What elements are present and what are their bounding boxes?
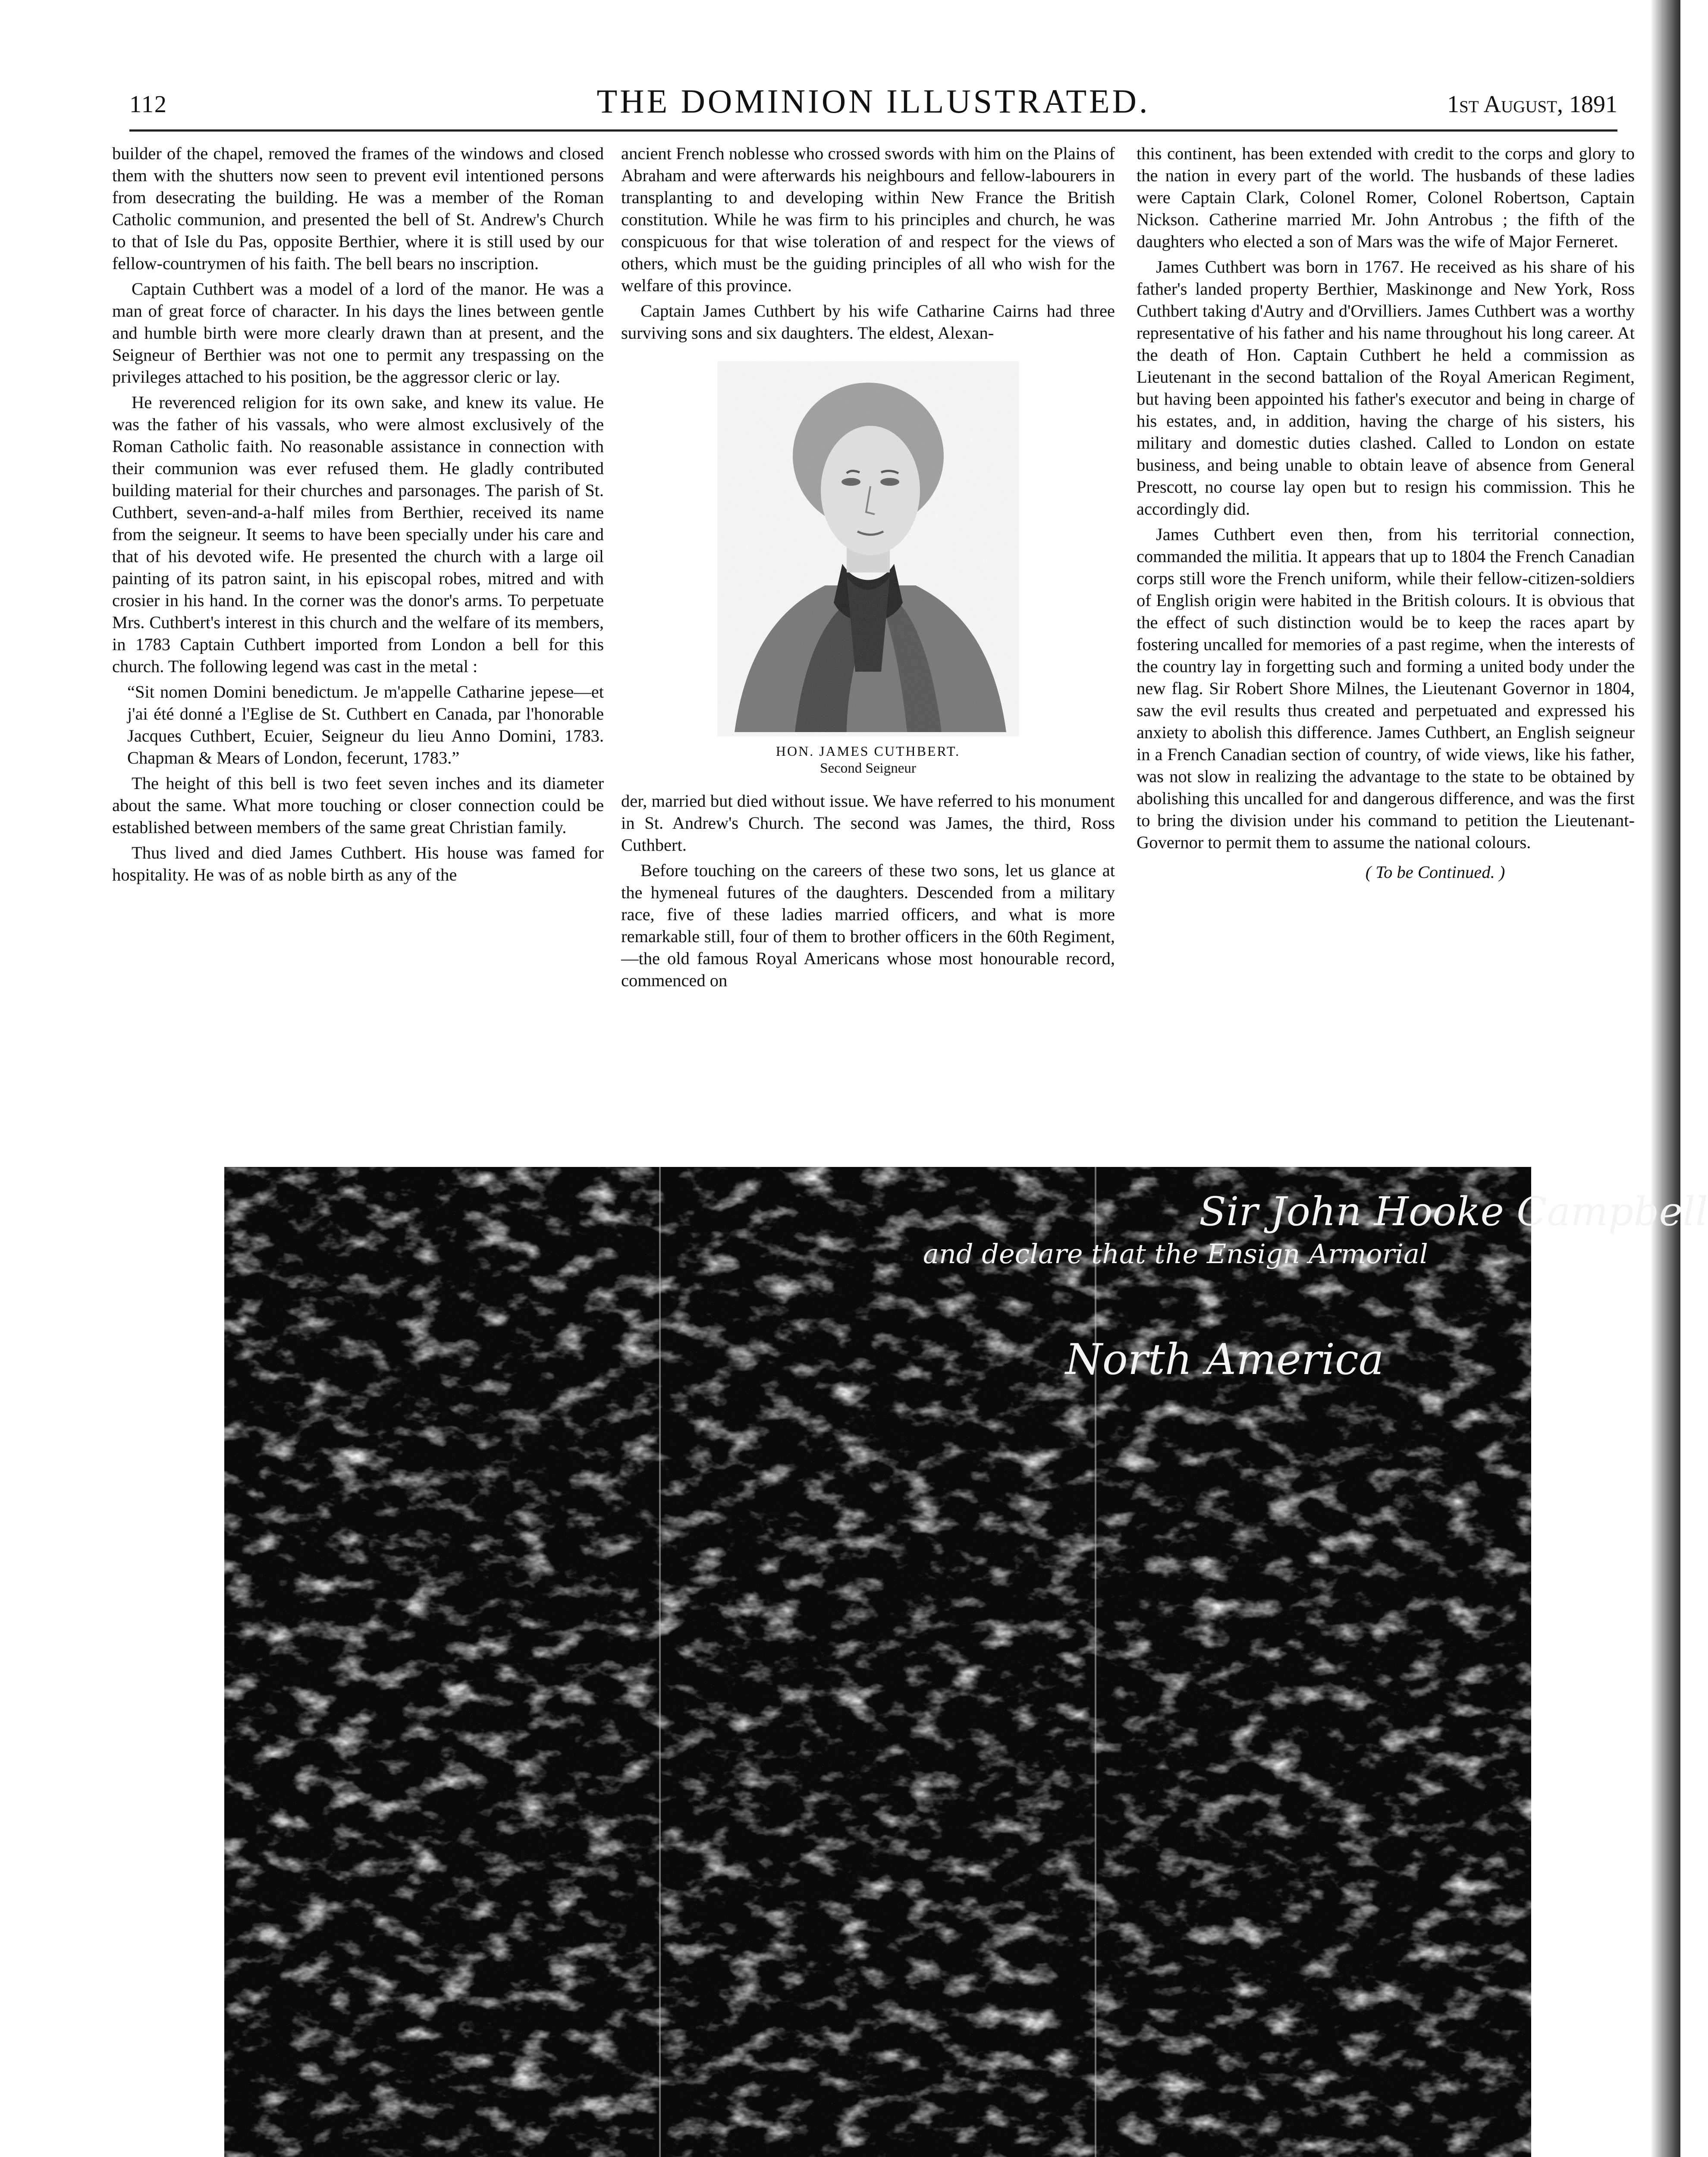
page-number: 112	[129, 91, 167, 118]
issue-date: 1st August, 1891	[1447, 91, 1617, 118]
paragraph: He reverenced religion for its own sake, and knew its value. He was the father of his vassals, who were almost exclusively of the Roman Catholic faith. No reasonable assistance in connection with their communion was ever refused them. He gladly contributed building material for their churches and parsonages. The parish of St. Cuthbert, seven-and-a-half miles from Berthier, received its name from the seigneur. It seems to have been specially under his care and that of his devoted wife. He presented the church with a large oil painting of its patron saint, in his episcopal robes, mitred and with crosier in his hand. In the corner was the donor's arms. To perpetuate Mrs. Cuthbert's interest in this church and the welfare of its members, in 1783 Captain Cuthbert imported from London a bell for this church. The following legend was cast in the metal :	[112, 393, 604, 676]
paragraph: builder of the chapel, removed the frames of the windows and closed them with the shutters now seen to prevent evil intentioned persons from desecrating the building. He was a member of the Roman Catholic communion, and presented the bell of St. Andrew's Church to that of Isle du Pas, opposite Berthier, where it is still used by our fellow-countrymen of his faith. The bell bears no inscription.	[112, 144, 604, 273]
portrait-caption: HON. JAMES CUTHBERT.	[776, 743, 961, 759]
paragraph: Captain James Cuthbert by his wife Catharine Cairns had three surviving sons and six daughters. The eldest, Alexan-	[621, 301, 1115, 343]
paragraph: der, married but died without issue. We have referred to his monument in St. Andrew's Church. The second was James, the third, Ross Cuthbert.	[621, 791, 1115, 855]
certificate-texture	[224, 1167, 1531, 2157]
page-header	[129, 73, 1617, 132]
paragraph: James Cuthbert even then, from his territorial connection, commanded the militia. It appears that up to 1804 the French Canadian corps still wore the French uniform, while their fellow-citizen-soldiers of English origin were habited in the British colours. It is obvious that the effect of such distinction would be to keep the races apart by fostering uncalled for memories of a past regime, when the interests of the country lay in forgetting such and forming a united body under the new flag. Sir Robert Shore Milnes, the Lieutenant Governor in 1804, saw the evil results thus created and perpetuated and expressed his anxiety to abolish this difference. James Cuthbert, an English seigneur in a French Canadian section of country, of wide views, like his father, was not slow in realizing the advantage to the state to be obtained by abolishing this uncalled for and dangerous difference, and was the first to bring the division under his command to petition the Lieutenant-Governor to permit them to assume the national colours.	[1137, 525, 1635, 852]
paragraph: The height of this bell is two feet seven inches and its diameter about the same. What more touching or closer connection could be established between members of the same great Christian family.	[112, 774, 604, 837]
certificate-script-name: Sir John Hooke Campbell	[1199, 1189, 1708, 1235]
paragraph: this continent, has been extended with credit to the corps and glory to the nation in every part of the world. The husbands of these ladies were Captain Clark, Colonel Romer, Colonel Robertson, Captain Nickson. Catherine married Mr. John Antrobus ; the fifth of the daughters who elected a son of Mars was the wife of Major Ferneret.	[1137, 144, 1635, 251]
heraldic-certificate-image	[224, 1167, 1708, 2157]
portrait-engraving	[717, 361, 1019, 736]
certificate-script-america: North America	[1065, 1335, 1384, 1384]
portrait-figure	[621, 361, 1115, 777]
masthead-title: THE DOMINION ILLUSTRATED.	[597, 82, 1150, 120]
continued-note: ( To be Continued. )	[1365, 862, 1505, 882]
page-edge-shadow	[1650, 0, 1680, 2157]
certificate-script-line: and declare that the Ensign Armorial	[923, 1238, 1428, 1270]
portrait-subcaption: Second Seigneur	[820, 761, 916, 776]
article-column-1	[112, 142, 604, 889]
article-column-3	[1137, 142, 1635, 883]
paragraph: Captain Cuthbert was a model of a lord of the manor. He was a man of great force of character. In his days the lines between gentle and humble birth were more clearly drawn than at present, and the Seigneur of Berthier was not one to permit any trespassing on the privileges attached to his position, be the aggressor cleric or lay.	[112, 279, 604, 387]
paragraph: James Cuthbert was born in 1767. He received as his share of his father's landed property Berthier, Maskinonge and New York, Ross Cuthbert taking d'Autry and d'Orvilliers. James Cuthbert was a worthy representative of his father and his name throughout his long career. At the death of Hon. Captain Cuthbert he held a commission as Lieutenant in the second battalion of the Royal American Regiment, but having been appointed his father's executor and being in charge of his estates, and, in addition, having the charge of his sisters, his military and domestic duties clashed. Called to London on estate business, and being unable to obtain leave of absence from General Prescott, no course lay open but to resign his commission. This he accordingly did.	[1137, 257, 1635, 519]
paragraph: Thus lived and died James Cuthbert. His house was famed for hospitality. He was of as noble birth as any of the	[112, 843, 604, 884]
bell-legend-quote: “Sit nomen Domini benedictum. Je m'appelle Catharine jepese—et j'ai été donné a l'Eglise de St. Cuthbert en Canada, par l'honorable Jacques Cuthbert, Ecuier, Seigneur du lieu Anno Domini, 1783. Chapman & Mears of London, fecerunt, 1783.”	[127, 682, 604, 767]
paragraph: Before touching on the careers of these two sons, let us glance at the hymeneal futures of the daughters. Descended from a military race, five of these ladies married officers, and what is more remarkable still, four of them to brother officers in the 60th Regiment,—the old famous Royal Americans whose most honourable record, commenced on	[621, 861, 1115, 990]
article-column-2	[621, 142, 1115, 995]
paragraph: ancient French noblesse who crossed swords with him on the Plains of Abraham and were afterwards his neighbours and fellow-labourers in transplanting to and developing within New France the British constitution. While he was firm to his principles and church, he was conspicuous for that wise toleration of and respect for the views of others, which must be the guiding principles of all who wish for the welfare of this province.	[621, 144, 1115, 295]
